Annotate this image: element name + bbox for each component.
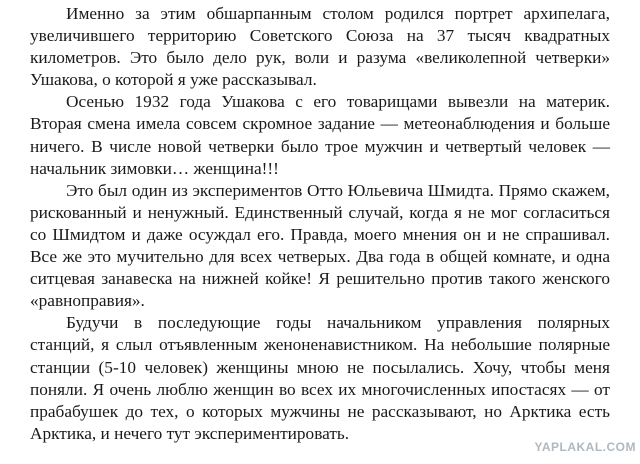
paragraph-1: Именно за этим обшарпанным столом родился портрет архипелага, увеличившего территорию Советского Союза на 37 тысяч квадратных километров. Это было дело рук, воли и разума «великолепной четверки» Ушакова, о которой я уже рассказывал. (30, 4, 610, 90)
document-body (30, 3, 610, 445)
site-watermark: YAPLAKAL.COM (534, 440, 636, 454)
paragraph-2: Осенью 1932 года Ушакова с его товарищами вывезли на материк. Вторая смена имела совсем скромное задание — метеонаблюдения и больше ничего. В числе новой четверки было трое мужчин и четвертый человек — начальник зимовки… женщина!!! (30, 92, 610, 178)
paragraph-4: Будучи в последующие годы начальником управления полярных станций, я слыл отъявленным женоненавистником. На небольшие полярные станции (5-10 человек) женщины мною не посылались. Хочу, чтобы меня поняли. Я очень люблю женщин во всех их многочисленных ипостасях — от прабабушек до тех, о которых мужчины не рассказывают, но Арктика есть Арктика, и нечего тут экспериментировать. (30, 313, 610, 443)
paragraph-3: Это был один из экспериментов Отто Юльевича Шмидта. Прямо скажем, рискованный и ненужный. Единственный случай, когда я не мог согласиться со Шмидтом и даже осуждал его. Правда, моего мнения он и не спрашивал. Все же это мучительно для всех четверых. Два года в общей комнате, и одна ситцевая занавеска на нижней койке! Я решительно против такого женского «равноправия». (30, 180, 610, 311)
